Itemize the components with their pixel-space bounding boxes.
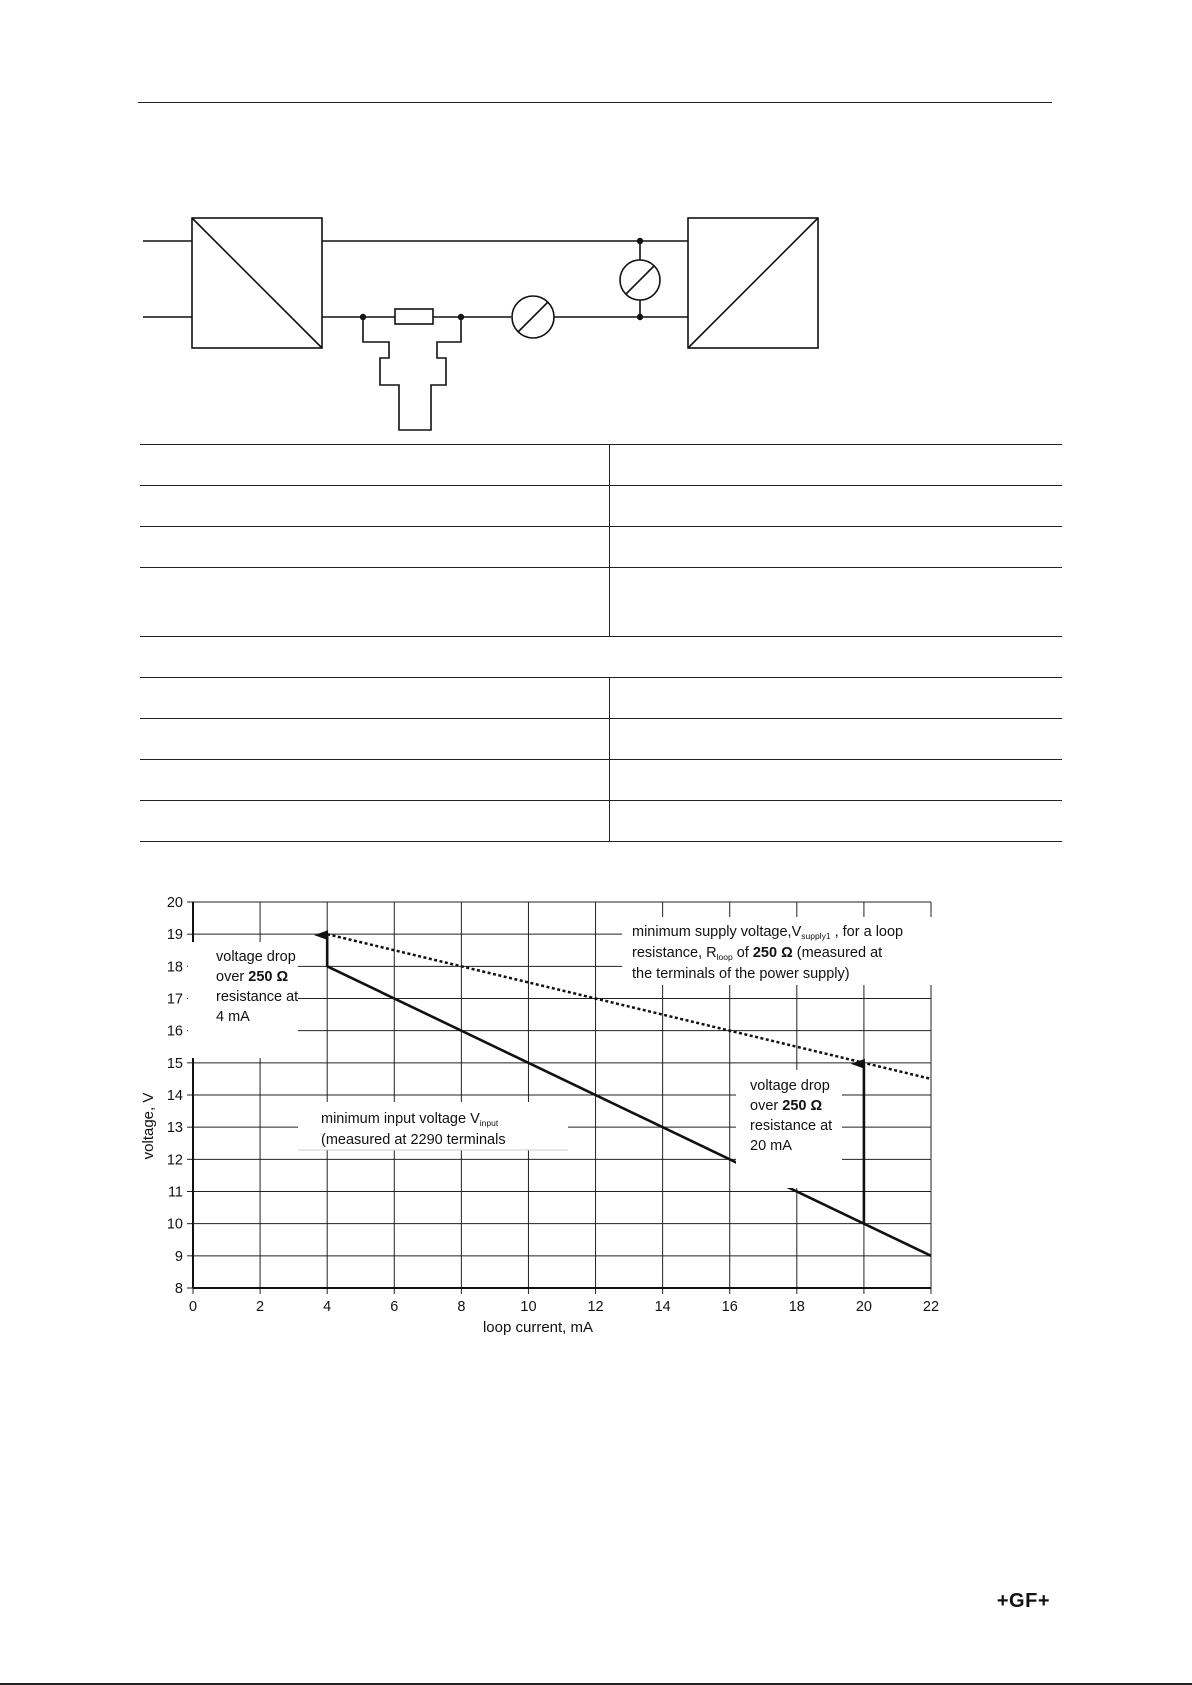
circuit-diagram bbox=[140, 210, 840, 435]
table-row bbox=[140, 678, 1062, 719]
table-cell bbox=[140, 568, 610, 637]
table-cell bbox=[610, 719, 1063, 760]
table-cell bbox=[140, 719, 610, 760]
x-tick-label: 16 bbox=[721, 1299, 738, 1315]
table-cell bbox=[610, 568, 1063, 637]
y-tick-label: 16 bbox=[166, 1023, 183, 1040]
junction-dot bbox=[458, 314, 464, 320]
table-cell bbox=[610, 486, 1063, 527]
annotation-drop20-line3: resistance at bbox=[750, 1118, 833, 1134]
specification-table bbox=[140, 444, 1062, 842]
x-tick-label: 6 bbox=[390, 1299, 399, 1315]
annotation-drop4-line3: resistance at bbox=[216, 989, 299, 1005]
annotation-drop20-line4: 20 mA bbox=[750, 1138, 792, 1154]
table-row bbox=[140, 637, 1062, 678]
x-tick-label: 2 bbox=[256, 1299, 265, 1315]
x-tick-label: 4 bbox=[323, 1299, 332, 1315]
y-tick-label: 18 bbox=[166, 959, 183, 976]
table-section-row bbox=[140, 637, 1062, 678]
table-row bbox=[140, 760, 1062, 801]
table-row bbox=[140, 486, 1062, 527]
junction-dot bbox=[637, 314, 643, 320]
junction-dot bbox=[637, 238, 643, 244]
y-tick-label: 10 bbox=[166, 1216, 183, 1233]
table-row bbox=[140, 719, 1062, 760]
x-tick-label: 0 bbox=[188, 1299, 198, 1315]
voltmeter-needle bbox=[626, 266, 654, 294]
resistor bbox=[395, 309, 433, 324]
table-cell bbox=[610, 678, 1063, 719]
x-tick-label: 12 bbox=[587, 1299, 604, 1315]
handheld-connector bbox=[363, 317, 461, 430]
x-tick-label: 14 bbox=[654, 1299, 671, 1315]
table-row bbox=[140, 568, 1062, 637]
table-row bbox=[140, 801, 1062, 842]
x-tick-label: 18 bbox=[788, 1299, 805, 1315]
table-row bbox=[140, 527, 1062, 568]
y-tick-label: 13 bbox=[166, 1120, 183, 1137]
y-tick-label: 20 bbox=[166, 895, 183, 911]
x-tick-label: 10 bbox=[520, 1299, 537, 1315]
voltage-current-chart bbox=[130, 890, 950, 1350]
gf-logo: +GF+ bbox=[996, 1590, 1050, 1612]
annotation-input-line2: (measured at 2290 terminals bbox=[321, 1132, 506, 1148]
converter-block-left-diagonal bbox=[192, 218, 322, 348]
annotation-supply-line2: resistance, $R_{loop}$ of 250 Ω (measured at bbox=[632, 945, 883, 962]
x-tick-label: 8 bbox=[457, 1299, 466, 1315]
annotation-supply-line1: minimum supply $voltage,V_{supply1}$ , for a loop bbox=[632, 924, 904, 941]
x-axis-label: loop current, mA bbox=[482, 1319, 594, 1336]
annotation-drop4-line2: over 250 Ω bbox=[216, 969, 289, 985]
y-axis-label: voltage, V bbox=[140, 1092, 157, 1160]
y-tick-label: 17 bbox=[166, 991, 183, 1008]
table-cell bbox=[140, 801, 610, 842]
annotation-input-line1: minimum input voltage $V_{input}$ bbox=[321, 1111, 499, 1128]
annotation-drop4-line4: 4 mA bbox=[216, 1009, 250, 1025]
table-cell bbox=[610, 760, 1063, 801]
table-cell bbox=[610, 801, 1063, 842]
converter-block-right-diagonal bbox=[688, 218, 818, 348]
y-tick-label: 9 bbox=[174, 1248, 183, 1265]
y-tick-label: 19 bbox=[166, 927, 183, 944]
ammeter-needle bbox=[518, 302, 548, 332]
y-tick-label: 8 bbox=[174, 1281, 183, 1297]
annotation-drop20-line1: voltage drop bbox=[750, 1078, 830, 1094]
table-cell bbox=[610, 527, 1063, 568]
table-cell bbox=[610, 445, 1063, 486]
header-rule bbox=[138, 102, 1052, 103]
table-cell bbox=[140, 678, 610, 719]
y-tick-label: 15 bbox=[166, 1055, 183, 1072]
y-tick-label: 14 bbox=[166, 1088, 183, 1104]
annotation-drop20-line2: over 250 Ω bbox=[750, 1098, 823, 1114]
annotation-drop4-line1: voltage drop bbox=[216, 949, 296, 965]
y-tick-label: 11 bbox=[167, 1184, 183, 1201]
annotation-supply-line3: the terminals of the power supply) bbox=[632, 966, 850, 982]
table-cell bbox=[140, 527, 610, 568]
y-tick-label: 12 bbox=[166, 1152, 183, 1169]
x-tick-label: 22 bbox=[922, 1299, 940, 1315]
table-cell bbox=[140, 445, 610, 486]
junction-dot bbox=[360, 314, 366, 320]
x-tick-label: 20 bbox=[855, 1299, 872, 1315]
table-cell bbox=[140, 486, 610, 527]
table-row bbox=[140, 445, 1062, 486]
table-cell bbox=[140, 760, 610, 801]
